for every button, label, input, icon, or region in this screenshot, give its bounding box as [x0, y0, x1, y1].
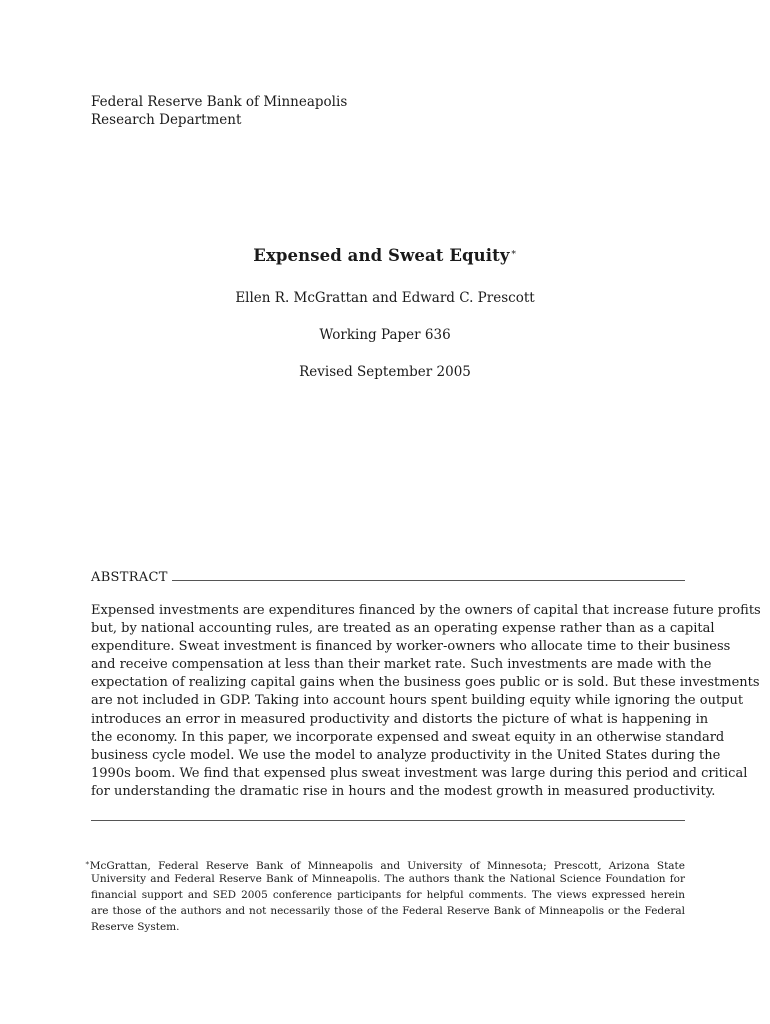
footnote-line: financial support and SED 2005 conference participants for helpful comments. The views expressed herein — [91, 889, 685, 901]
abstract-line: for understanding the dramatic rise in hours and the modest growth in measured productivity. — [91, 783, 716, 799]
footnote-line: Reserve System. — [91, 921, 180, 933]
paper-title-text: Expensed and Sweat Equity — [253, 246, 510, 265]
abstract-line: but, by national accounting rules, are treated as an operating expense rather than as a capital — [91, 621, 715, 637]
title-footnote-mark: ∗ — [510, 248, 517, 258]
abstract-line: expectation of realizing capital gains when the business goes public or is sold. But these investments — [91, 675, 760, 691]
footnote-line-text: McGrattan, Federal Reserve Bank of Minneapolis and University of Minnesota; Prescott, Arizona State — [89, 860, 685, 872]
footnote-line: University and Federal Reserve Bank of Minneapolis. The authors thank the National Science Foundation for — [91, 873, 685, 885]
institution-name: Federal Reserve Bank of Minneapolis — [91, 94, 348, 110]
footnote-mark: ∗ — [85, 859, 90, 867]
abstract-line: business cycle model. We use the model to analyze productivity in the United States during the — [91, 747, 721, 763]
abstract-line: introduces an error in measured productivity and distorts the picture of what is happening in — [91, 711, 709, 727]
abstract-line: and receive compensation at less than their market rate. Such investments are made with the — [91, 657, 712, 673]
department-name: Research Department — [91, 112, 242, 128]
abstract-line: the economy. In this paper, we incorporate expensed and sweat equity in an otherwise standard — [91, 729, 725, 745]
affiliation-block — [91, 93, 347, 129]
footnote — [85, 855, 685, 935]
working-paper-number: Working Paper 636 — [319, 327, 451, 343]
abstract-bottom-rule — [91, 820, 685, 821]
abstract-heading-rule — [172, 580, 685, 581]
revision-date: Revised September 2005 — [299, 364, 471, 380]
abstract-line: are not included in GDP. Taking into account hours spent building equity while ignoring the output — [91, 693, 744, 709]
paper-title — [0, 246, 770, 265]
abstract-text — [91, 602, 761, 801]
abstract-heading: ABSTRACT — [91, 570, 168, 585]
abstract-heading-row — [91, 570, 685, 585]
abstract-line: 1990s boom. We find that expensed plus sweat investment was large during this period and critical — [91, 765, 748, 781]
author-line: Ellen R. McGrattan and Edward C. Prescott — [235, 290, 535, 306]
abstract-line: expenditure. Sweat investment is financed by worker-owners who allocate time to their business — [91, 639, 731, 655]
abstract-line: Expensed investments are expenditures financed by the owners of capital that increase future profits — [91, 603, 761, 618]
footnote-line: are those of the authors and not necessarily those of the Federal Reserve Bank of Minneapolis or the Federal — [91, 905, 685, 917]
footnote-line — [85, 855, 685, 871]
